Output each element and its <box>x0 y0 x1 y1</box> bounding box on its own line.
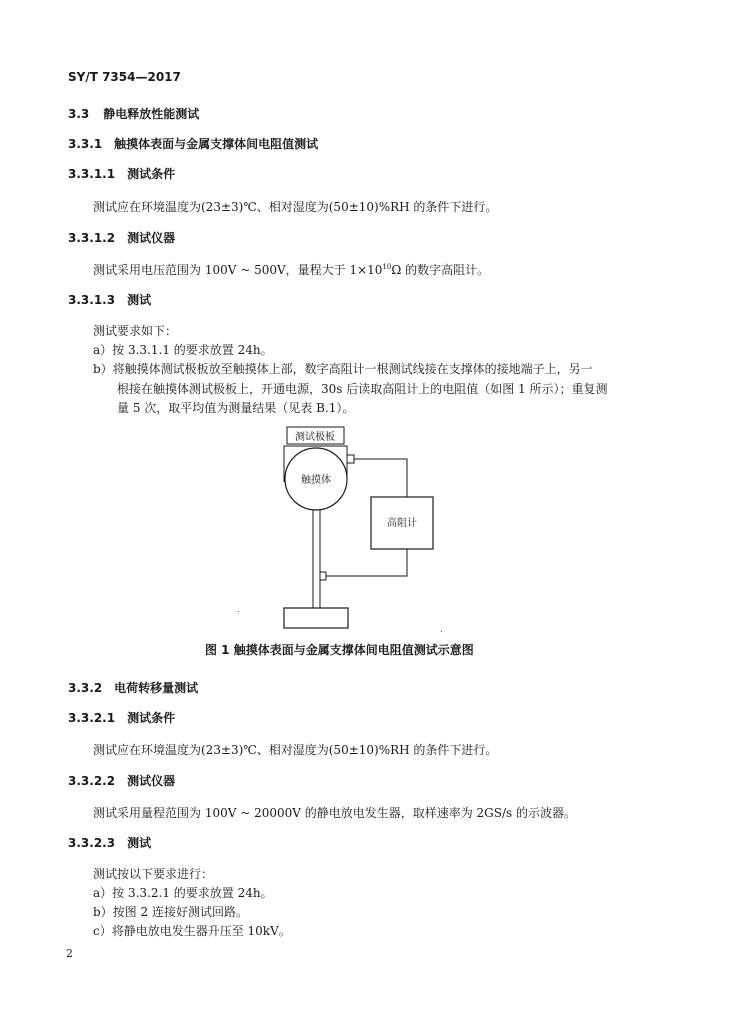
section-title: 电荷转移量测试 <box>114 681 199 695</box>
section-3-3-2-1-heading <box>68 710 175 726</box>
plate-terminal <box>347 455 354 463</box>
section-number: 3.3.2.3 <box>68 836 116 850</box>
section-3-3-2-3-heading <box>68 835 151 851</box>
list-item-continuation: 根接在触摸体测试极板上，开通电源，30s 后读取高阻计上的电阻值（如图 1 所示）；重复测 <box>117 382 608 396</box>
section-title: 静电释放性能测试 <box>103 107 200 121</box>
scan-speck <box>441 631 442 632</box>
ground-terminal <box>320 572 326 580</box>
section-3-3-2-2-heading <box>68 773 175 789</box>
touch-body-label: 触摸体 <box>301 475 331 486</box>
paragraph: 测试应在环境温度为(23±3)℃、相对湿度为(50±10)%RH 的条件下进行。 <box>93 200 498 214</box>
section-number: 3.3.1.2 <box>68 231 116 245</box>
section-title: 触摸体表面与金属支撑体间电阻值测试 <box>114 137 319 151</box>
wire-plate-to-meter <box>354 459 407 497</box>
section-title: 测试条件 <box>127 167 176 181</box>
resistance-meter-label: 高阻计 <box>387 518 417 529</box>
section-number: 3.3 <box>68 107 90 121</box>
paragraph: 测试采用量程范围为 100V ~ 20000V 的静电放电发生器，取样速率为 2GS/s 的示波器。 <box>93 806 576 820</box>
list-item: b）将触摸体测试极板放至触摸体上部，数字高阻计一根测试线接在支撑体的接地端子上，另一 <box>93 362 593 376</box>
figure-1-caption: 图 1 触摸体表面与金属支撑体间电阻值测试示意图 <box>205 643 474 657</box>
section-number: 3.3.2 <box>68 681 103 695</box>
section-number: 3.3.1 <box>68 137 103 151</box>
section-title: 测试仪器 <box>127 774 176 788</box>
scan-speck <box>238 611 239 612</box>
list-item-continuation: 量 5 次，取平均值为测量结果（见表 B.1）。 <box>117 401 355 415</box>
section-number: 3.3.1.3 <box>68 293 116 307</box>
exponent: 10 <box>382 263 392 271</box>
paragraph: 测试应在环境温度为(23±3)℃、相对湿度为(50±10)%RH 的条件下进行。 <box>93 743 498 757</box>
list-item: b）按图 2 连接好测试回路。 <box>93 905 248 919</box>
section-title: 测试条件 <box>127 711 176 725</box>
paragraph-text: 测试采用电压范围为 100V ~ 500V，量程大于 1×10 <box>93 263 383 277</box>
list-item: a）按 3.3.1.1 的要求放置 24h。 <box>93 343 273 357</box>
wire-meter-to-ground <box>326 549 407 576</box>
list-item: a）按 3.3.2.1 的要求放置 24h。 <box>93 886 273 900</box>
section-title: 测试 <box>127 836 152 850</box>
page-number: 2 <box>66 947 73 960</box>
paragraph: 测试按以下要求进行： <box>93 867 214 881</box>
paragraph: 测试要求如下： <box>93 324 178 338</box>
standard-code: SY/T 7354—2017 <box>68 70 181 84</box>
list-item: c）将静电放电发生器升压至 10kV。 <box>93 924 291 938</box>
support-base <box>284 608 348 628</box>
section-title: 测试仪器 <box>127 231 176 245</box>
section-number: 3.3.1.1 <box>68 167 116 181</box>
plate-label: 测试极板 <box>295 432 335 443</box>
section-number: 3.3.2.2 <box>68 774 116 788</box>
paragraph-text: Ω 的数字高阻计。 <box>391 263 490 277</box>
section-number: 3.3.2.1 <box>68 711 116 725</box>
section-3-3-2-heading <box>68 680 198 696</box>
section-title: 测试 <box>127 293 152 307</box>
